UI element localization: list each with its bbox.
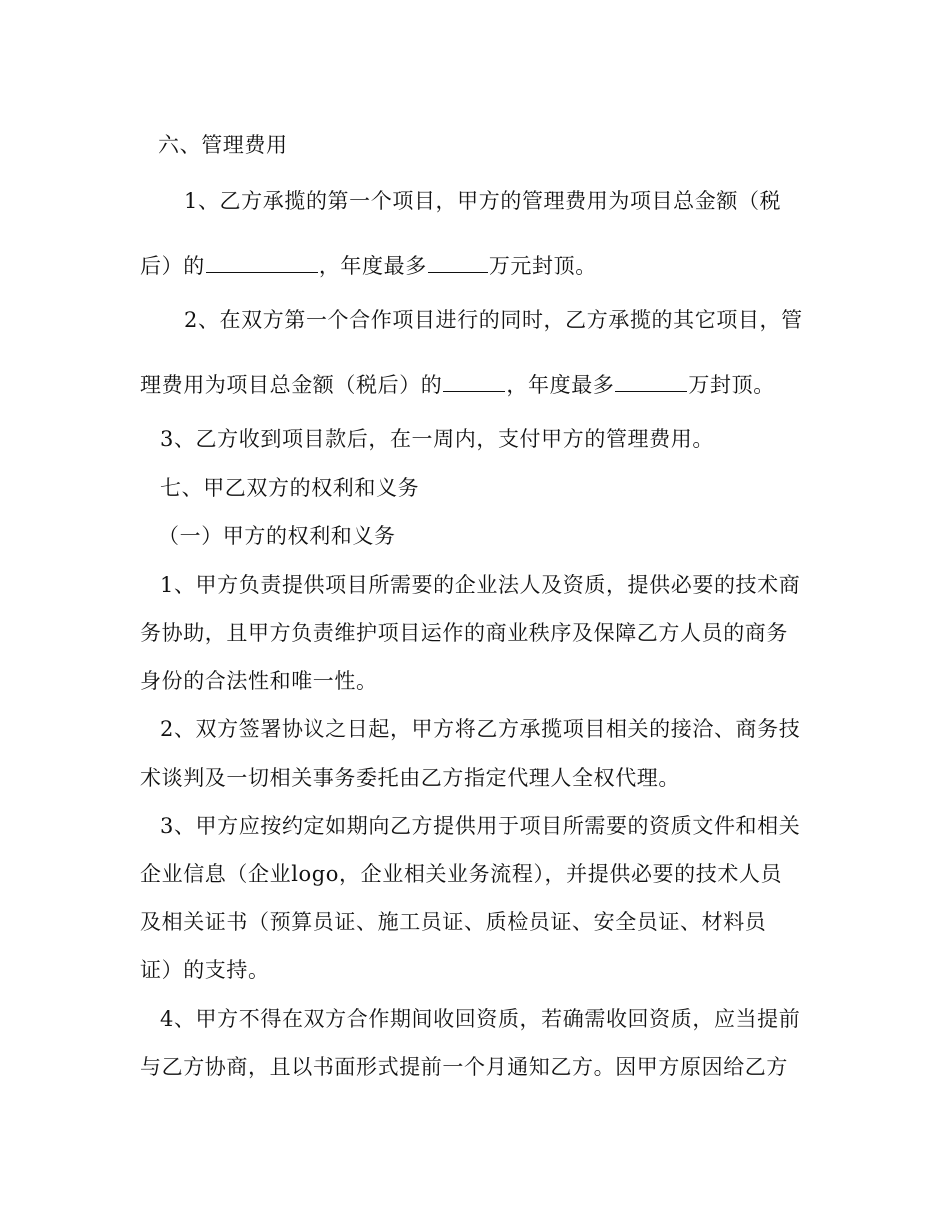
text-segment: ，年度最多	[318, 254, 427, 278]
fill-in-blank-cap	[428, 250, 488, 273]
item-2-line-2: 术谈判及一切相关事务委托由乙方指定代理人全权代理。	[140, 766, 680, 790]
paragraph-6-1-line-2	[140, 250, 820, 281]
item-1-line-1: 1、甲方负责提供项目所需要的企业法人及资质，提供必要的技术商	[160, 573, 801, 597]
fill-in-blank-rate	[443, 369, 505, 392]
fill-in-blank-rate	[206, 250, 318, 273]
item-2-line-1: 2、双方签署协议之日起，甲方将乙方承揽项目相关的接洽、商务技	[160, 717, 801, 741]
section-heading-seven: 七、甲乙双方的权利和义务	[160, 476, 420, 500]
text-segment: 万元封顶。	[488, 254, 597, 278]
paragraph-6-2-line-1: 2、在双方第一个合作项目进行的同时，乙方承揽的其它项目，管	[184, 308, 803, 332]
item-3-line-1: 3、甲方应按约定如期向乙方提供用于项目所需要的资质文件和相关	[160, 814, 801, 838]
item-4-line-2: 与乙方协商，且以书面形式提前一个月通知乙方。因甲方原因给乙方	[140, 1055, 788, 1079]
paragraph-6-2-line-2	[140, 369, 820, 400]
text-segment: ，年度最多	[506, 373, 615, 397]
text-segment: 后）的	[140, 254, 205, 278]
paragraph-6-1-line-1: 1、乙方承揽的第一个项目，甲方的管理费用为项目总金额（税	[184, 189, 782, 213]
item-4-line-1: 4、甲方不得在双方合作期间收回资质，若确需收回资质，应当提前	[160, 1007, 801, 1031]
item-3-line-3: 及相关证书（预算员证、施工员证、质检员证、安全员证、材料员	[140, 910, 767, 934]
section-heading-six: 六、管理费用	[158, 133, 288, 157]
item-1-line-3: 身份的合法性和唯一性。	[140, 669, 378, 693]
fill-in-blank-cap	[615, 369, 687, 392]
text-segment: 万封顶。	[688, 373, 775, 397]
item-1-line-2: 务协助，且甲方负责维护项目运作的商业秩序及保障乙方人员的商务	[140, 621, 788, 645]
sub-heading-party-a: （一）甲方的权利和义务	[158, 524, 396, 548]
item-3-line-4: 证）的支持。	[140, 958, 270, 982]
item-3-line-2: 企业信息（企业logo，企业相关业务流程），并提供必要的技术人员	[140, 862, 783, 886]
paragraph-6-3: 3、乙方收到项目款后，在一周内，支付甲方的管理费用。	[160, 427, 714, 451]
text-segment: 理费用为项目总金额（税后）的	[140, 373, 443, 397]
